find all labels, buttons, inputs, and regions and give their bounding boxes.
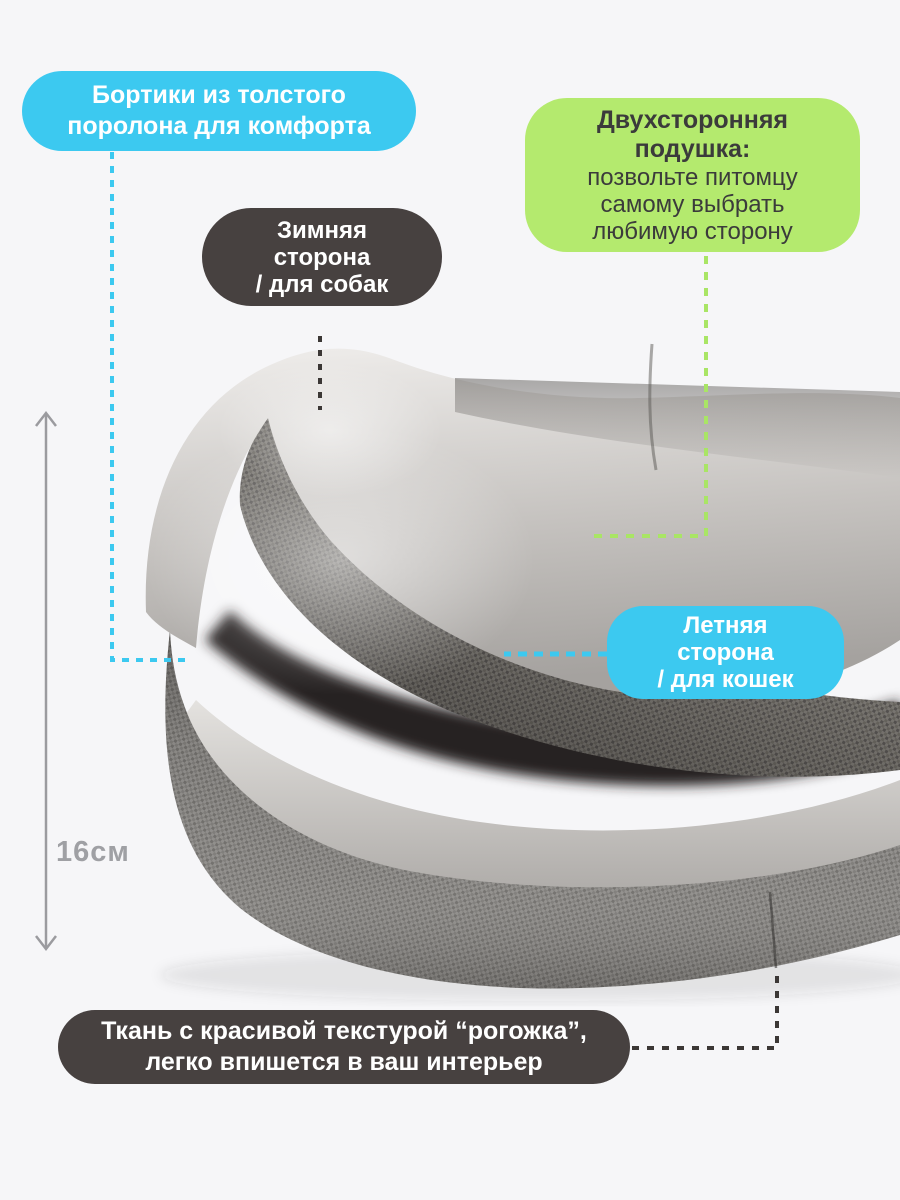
callout-line: легко впишется в ваш интерьер	[145, 1048, 543, 1076]
callout-body-line: самому выбрать	[600, 190, 785, 218]
callout-line: Зимняя	[276, 216, 368, 244]
callout-title-line: подушка:	[634, 134, 751, 163]
callout-summer-side	[607, 606, 844, 699]
callout-body-line: любимую сторону	[592, 217, 793, 245]
callout-line: сторона	[273, 243, 371, 271]
callout-bumpers	[22, 71, 416, 151]
callout-fabric	[58, 1010, 630, 1084]
callout-two-sided-pillow	[525, 98, 860, 252]
callout-line: Летняя	[683, 612, 768, 639]
callout-line: / для кошек	[657, 666, 794, 693]
callout-body-line: позвольте питомцу	[587, 163, 798, 191]
callout-title-line: Двухсторонняя	[596, 105, 789, 134]
callout-line: Бортики из толстого	[92, 81, 346, 109]
callout-line: сторона	[677, 639, 774, 666]
height-measure-arrow	[36, 413, 56, 949]
callout-line: поролона для комфорта	[67, 112, 371, 140]
callout-winter-side	[202, 208, 442, 306]
callout-line: / для собак	[255, 270, 389, 298]
height-dimension-label: 16см	[56, 836, 130, 868]
callout-line: Ткань с красивой текстурой “рогожка”,	[101, 1017, 587, 1045]
cushion-hump-highlight	[180, 340, 480, 520]
